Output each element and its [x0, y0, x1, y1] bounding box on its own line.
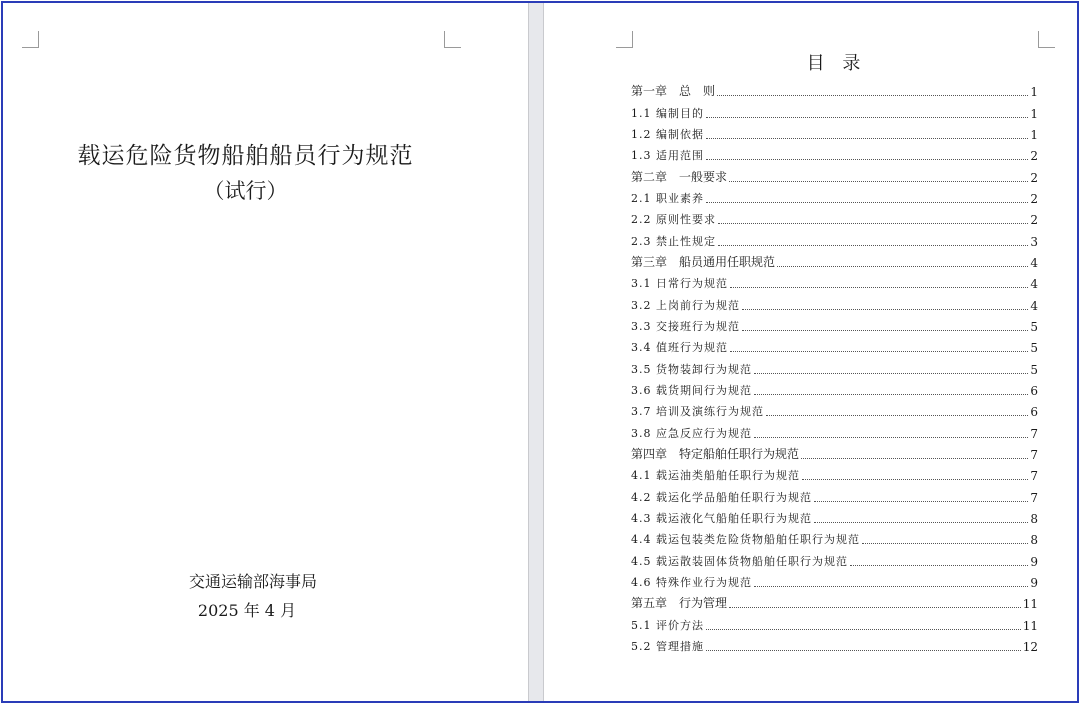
toc-entry[interactable] — [631, 250, 1038, 271]
toc-entry-page: 7 — [1030, 490, 1038, 505]
toc-entry-page: 7 — [1030, 447, 1038, 462]
toc-entry-page: 4 — [1030, 277, 1038, 292]
toc-entry-page: 2 — [1030, 170, 1038, 185]
toc-entry[interactable] — [631, 228, 1038, 249]
toc-entry-page: 9 — [1030, 575, 1038, 590]
toc-entry-label: 3.7 培训及演练行为规范 — [631, 405, 764, 419]
crop-mark-top-right-icon — [1038, 31, 1055, 48]
toc-entry-page: 9 — [1030, 554, 1038, 569]
cover-subtitle: （试行） — [203, 179, 288, 203]
toc-entry-label: 2.1 职业素养 — [631, 191, 704, 205]
toc-entry-page: 11 — [1022, 597, 1038, 612]
toc-leader-dots — [718, 223, 1028, 224]
toc-leader-dots — [730, 351, 1028, 352]
toc-entry-page: 5 — [1030, 362, 1038, 377]
cover-organization: 交通运输部海事局 — [188, 572, 317, 591]
toc-entry-label: 5.2 管理措施 — [631, 639, 704, 653]
toc-entry-label: 4.6 特殊作业行为规范 — [631, 575, 752, 589]
crop-mark-top-right-icon — [444, 31, 461, 48]
toc-leader-dots — [754, 437, 1028, 438]
toc-leader-dots — [742, 330, 1028, 331]
toc-entry-label: 1.1 编制目的 — [631, 106, 704, 120]
toc-entry[interactable] — [631, 570, 1038, 591]
toc-leader-dots — [706, 138, 1028, 139]
toc-entry[interactable] — [631, 591, 1038, 612]
toc-leader-dots — [706, 202, 1028, 203]
toc-entry-label: 第四章 特定船舶任职行为规范 — [631, 446, 800, 461]
toc-entry[interactable] — [631, 292, 1038, 313]
toc-entry[interactable] — [631, 207, 1038, 228]
toc-entry-label: 4.3 载运液化气船舶任职行为规范 — [631, 511, 812, 525]
toc-entry[interactable] — [631, 186, 1038, 207]
toc-entry[interactable] — [631, 356, 1038, 377]
toc-page — [544, 3, 1077, 701]
toc-entry[interactable] — [631, 506, 1038, 527]
toc-entry[interactable] — [631, 527, 1038, 548]
toc-entry[interactable] — [631, 271, 1038, 292]
toc-heading: 目 录 — [806, 53, 867, 74]
toc-entry-label: 第一章 总 则 — [631, 84, 716, 99]
toc-leader-dots — [801, 458, 1028, 459]
toc-entry[interactable] — [631, 463, 1038, 484]
toc-entry-label: 3.6 载货期间行为规范 — [631, 383, 752, 397]
toc-entry-page: 2 — [1030, 191, 1038, 206]
toc-entry-page: 6 — [1030, 383, 1038, 398]
toc-entry[interactable] — [631, 100, 1038, 121]
toc-entry[interactable] — [631, 335, 1038, 356]
toc-entry-label: 第五章 行为管理 — [631, 596, 728, 611]
toc-entry[interactable] — [631, 79, 1038, 100]
toc-leader-dots — [706, 629, 1021, 630]
toc-leader-dots — [706, 159, 1028, 160]
toc-entry-label: 3.4 值班行为规范 — [631, 341, 728, 355]
toc-entry[interactable] — [631, 143, 1038, 164]
toc-leader-dots — [777, 266, 1028, 267]
toc-entry[interactable] — [631, 548, 1038, 569]
toc-entry[interactable] — [631, 399, 1038, 420]
toc-entry-label: 4.2 载运化学品船舶任职行为规范 — [631, 490, 812, 504]
toc-leader-dots — [717, 95, 1028, 96]
toc-entry[interactable] — [631, 420, 1038, 441]
toc-entry-page: 12 — [1022, 639, 1038, 654]
toc-entry-page: 2 — [1030, 213, 1038, 228]
toc-entry-label: 4.5 载运散装固体货物船舶任职行为规范 — [631, 554, 848, 568]
toc-leader-dots — [862, 543, 1028, 544]
toc-entry-page: 1 — [1030, 106, 1038, 121]
toc-entry-page: 11 — [1022, 618, 1038, 633]
toc-entry-label: 4.4 载运包装类危险货物船舶任职行为规范 — [631, 533, 860, 547]
toc-leader-dots — [706, 650, 1021, 651]
toc-entry[interactable] — [631, 378, 1038, 399]
toc-entry-label: 2.2 原则性要求 — [631, 213, 716, 227]
toc-entry-page: 3 — [1030, 234, 1038, 249]
toc-entry-page: 7 — [1030, 469, 1038, 484]
toc-leader-dots — [730, 287, 1028, 288]
toc-entry-page: 1 — [1030, 127, 1038, 142]
toc-leader-dots — [729, 607, 1021, 608]
toc-entry-label: 1.2 编制依据 — [631, 127, 704, 141]
toc-entry[interactable] — [631, 612, 1038, 633]
toc-list — [631, 79, 1038, 655]
toc-entry-label: 4.1 载运油类船舶任职行为规范 — [631, 469, 800, 483]
toc-entry-label: 3.1 日常行为规范 — [631, 277, 728, 291]
toc-entry-page: 1 — [1030, 85, 1038, 100]
toc-entry-label: 3.8 应急反应行为规范 — [631, 426, 752, 440]
toc-leader-dots — [754, 373, 1028, 374]
cover-title: 载运危险货物船舶船员行为规范 — [77, 143, 414, 169]
document-frame — [1, 1, 1079, 703]
toc-entry-label: 3.5 货物装卸行为规范 — [631, 362, 752, 376]
toc-leader-dots — [754, 394, 1028, 395]
toc-leader-dots — [766, 415, 1028, 416]
toc-entry[interactable] — [631, 314, 1038, 335]
toc-entry[interactable] — [631, 484, 1038, 505]
toc-entry-label: 5.1 评价方法 — [631, 618, 704, 632]
toc-entry-page: 2 — [1030, 149, 1038, 164]
toc-leader-dots — [706, 117, 1028, 118]
toc-leader-dots — [754, 586, 1028, 587]
toc-entry[interactable] — [631, 442, 1038, 463]
toc-entry-label: 第二章 一般要求 — [631, 169, 728, 184]
toc-leader-dots — [814, 522, 1028, 523]
toc-leader-dots — [718, 245, 1028, 246]
toc-entry[interactable] — [631, 122, 1038, 143]
toc-entry-page: 5 — [1030, 319, 1038, 334]
toc-entry-label: 3.2 上岗前行为规范 — [631, 298, 740, 312]
toc-leader-dots — [729, 181, 1028, 182]
toc-entry-label: 3.3 交接班行为规范 — [631, 319, 740, 333]
crop-mark-top-left-icon — [22, 31, 39, 48]
toc-entry-page: 7 — [1030, 426, 1038, 441]
toc-leader-dots — [850, 565, 1028, 566]
page-divider — [528, 3, 529, 701]
toc-leader-dots — [802, 479, 1028, 480]
toc-entry-page: 6 — [1030, 405, 1038, 420]
toc-entry-label: 2.3 禁止性规定 — [631, 234, 716, 248]
cover-date: 2025 年 4 月 — [197, 601, 297, 620]
toc-entry-page: 4 — [1030, 255, 1038, 270]
toc-entry-label: 第三章 船员通用任职规范 — [631, 254, 776, 269]
crop-mark-top-left-icon — [616, 31, 633, 48]
toc-entry-page: 8 — [1030, 511, 1038, 526]
toc-leader-dots — [742, 309, 1028, 310]
toc-entry[interactable] — [631, 164, 1038, 185]
toc-entry-label: 1.3 适用范围 — [631, 149, 704, 163]
cover-page — [3, 3, 528, 701]
toc-entry[interactable] — [631, 634, 1038, 655]
toc-entry-page: 8 — [1030, 533, 1038, 548]
toc-entry-page: 4 — [1030, 298, 1038, 313]
toc-entry-page: 5 — [1030, 341, 1038, 356]
toc-leader-dots — [814, 501, 1028, 502]
